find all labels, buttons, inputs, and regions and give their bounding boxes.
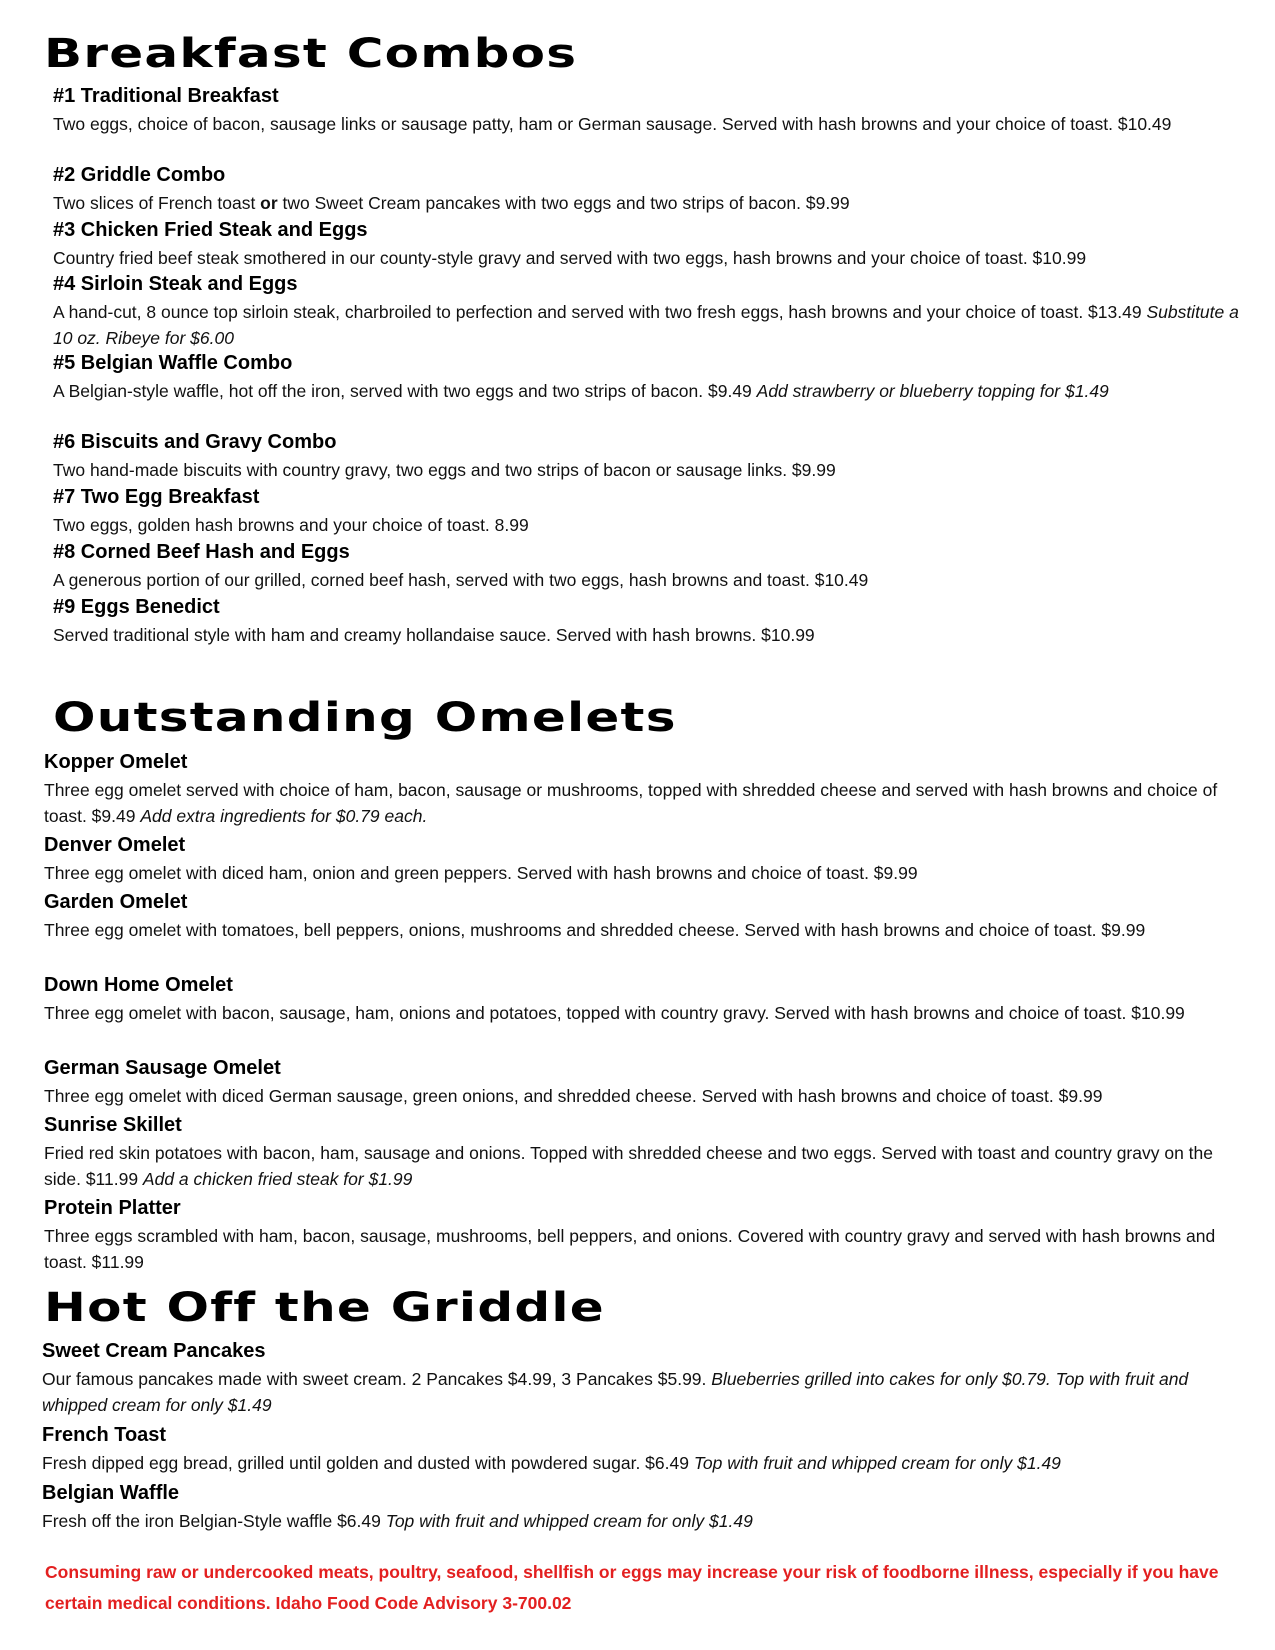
- item-name: German Sausage Omelet: [44, 1057, 281, 1079]
- menu-item: [44, 1194, 1234, 1275]
- menu-item: [53, 349, 1243, 404]
- menu-item: [53, 161, 1243, 216]
- item-note: Add extra ingredients for $0.79 each.: [140, 806, 428, 826]
- item-description: Two eggs, golden hash browns and your choice of toast. 8.99: [53, 515, 529, 535]
- item-description: Served traditional style with ham and creamy hollandaise sauce. Served with hash browns. $10.99: [53, 625, 815, 645]
- item-name: Down Home Omelet: [44, 974, 233, 996]
- item-note: Substitute a 10 oz. Ribeye for $6.00: [53, 302, 1239, 348]
- item-description: Three egg omelet with tomatoes, bell peppers, onions, mushrooms and shredded cheese. Served with hash browns and choice of toast. $9.99: [44, 920, 1146, 940]
- menu-item: [53, 82, 1243, 137]
- item-description: Three egg omelet with bacon, sausage, ham, onions and potatoes, topped with country gravy. Served with hash browns and choice of toast. $10.99: [44, 1003, 1185, 1023]
- menu-item: [53, 593, 1243, 648]
- section-title-omelets: Outstanding Omelets: [53, 695, 677, 741]
- item-description: Two hand-made biscuits with country gravy, two eggs and two strips of bacon or sausage links. $9.99: [53, 460, 836, 480]
- menu-item: [44, 748, 1234, 829]
- item-name: #3 Chicken Fried Steak and Eggs: [53, 219, 368, 241]
- item-description: Fried red skin potatoes with bacon, ham, sausage and onions. Topped with shredded cheese and two eggs. Served with toast and country gravy on the side. $11.99 Add a chicken fried steak for $1.99: [44, 1143, 1214, 1189]
- item-name: #7 Two Egg Breakfast: [53, 486, 260, 508]
- item-note: Top with fruit and whipped cream for only $1.49: [385, 1511, 753, 1531]
- menu-item: [42, 1421, 1232, 1476]
- item-description: A Belgian-style waffle, hot off the iron, served with two eggs and two strips of bacon. $9.49 Add strawberry or blueberry topping for $1.49: [53, 381, 1109, 401]
- item-name: Protein Platter: [44, 1197, 181, 1219]
- item-note: Add strawberry or blueberry topping for $1.49: [756, 381, 1109, 401]
- menu-item: [53, 428, 1243, 483]
- item-description: A hand-cut, 8 ounce top sirloin steak, charbroiled to perfection and served with two fresh eggs, hash browns and your choice of toast. $13.49 Substitute a 10 oz. Ribeye for $6.00: [53, 302, 1239, 348]
- item-description: Fresh off the iron Belgian-Style waffle $6.49 Top with fruit and whipped cream for only $1.49: [42, 1511, 753, 1531]
- food-code-advisory: Consuming raw or undercooked meats, poultry, seafood, shellfish or eggs may increase your risk of foodborne illness, especially if you have certain medical conditions. Idaho Food Code Advisory 3-700.02: [45, 1562, 1219, 1613]
- item-description: Three egg omelet with diced ham, onion and green peppers. Served with hash browns and choice of toast. $9.99: [44, 863, 918, 883]
- item-name: Garden Omelet: [44, 891, 188, 913]
- item-note: Top with fruit and whipped cream for only $1.49: [693, 1453, 1061, 1473]
- menu-item: [53, 538, 1243, 593]
- item-description: Our famous pancakes made with sweet cream. 2 Pancakes $4.99, 3 Pancakes $5.99. Blueberries grilled into cakes for only $0.79. Top with fruit and whipped cream for only $1.49: [42, 1369, 1189, 1415]
- item-name: Kopper Omelet: [44, 751, 188, 773]
- menu-item: [44, 831, 1234, 886]
- item-description: Three egg omelet served with choice of ham, bacon, sausage or mushrooms, topped with shredded cheese and served with hash browns and choice of toast. $9.49 Add extra ingredients for $0.79 each.: [44, 780, 1218, 826]
- item-name: #4 Sirloin Steak and Eggs: [53, 273, 298, 295]
- item-description: Country fried beef steak smothered in our county-style gravy and served with two eggs, hash browns and your choice of toast. $10.99: [53, 248, 1087, 268]
- item-name: #1 Traditional Breakfast: [53, 85, 279, 107]
- menu-item: [42, 1337, 1232, 1418]
- item-name: #2 Griddle Combo: [53, 164, 226, 186]
- item-name: #6 Biscuits and Gravy Combo: [53, 431, 337, 453]
- section-title-griddle: Hot Off the Griddle: [44, 1285, 605, 1331]
- menu-item: [53, 483, 1243, 538]
- item-name: #5 Belgian Waffle Combo: [53, 352, 293, 374]
- menu-item: [44, 1111, 1234, 1192]
- item-description: Three egg omelet with diced German sausage, green onions, and shredded cheese. Served with hash browns and choice of toast. $9.99: [44, 1086, 1103, 1106]
- menu-item: [53, 270, 1243, 351]
- menu-item: [53, 216, 1243, 271]
- item-name: Belgian Waffle: [42, 1482, 180, 1504]
- item-name: French Toast: [42, 1424, 167, 1446]
- item-description: Two eggs, choice of bacon, sausage links or sausage patty, ham or German sausage. Served with hash browns and your choice of toast. $10.49: [53, 114, 1172, 134]
- item-description: A generous portion of our grilled, corned beef hash, served with two eggs, hash browns and toast. $10.49: [53, 570, 869, 590]
- item-description: Two slices of French toast or two Sweet Cream pancakes with two eggs and two strips of bacon. $9.99: [53, 193, 850, 213]
- menu-item: [42, 1479, 1232, 1534]
- menu-item: [44, 888, 1234, 943]
- item-name: Sunrise Skillet: [44, 1114, 182, 1136]
- item-description: Three eggs scrambled with ham, bacon, sausage, mushrooms, bell peppers, and onions. Covered with country gravy and served with hash browns and toast. $11.99: [44, 1226, 1216, 1272]
- menu-item: [44, 1054, 1234, 1109]
- item-name: Denver Omelet: [44, 834, 186, 856]
- item-description: Fresh dipped egg bread, grilled until golden and dusted with powdered sugar. $6.49 Top with fruit and whipped cream for only $1.49: [42, 1453, 1061, 1473]
- item-name: #8 Corned Beef Hash and Eggs: [53, 541, 350, 563]
- item-note: Blueberries grilled into cakes for only $0.79. Top with fruit and whipped cream for only $1.49: [42, 1369, 1189, 1415]
- menu-item: [44, 971, 1234, 1026]
- item-note: Add a chicken fried steak for $1.99: [142, 1169, 413, 1189]
- item-name: Sweet Cream Pancakes: [42, 1340, 266, 1362]
- section-title-breakfast: Breakfast Combos: [44, 31, 578, 77]
- item-name: #9 Eggs Benedict: [53, 596, 220, 618]
